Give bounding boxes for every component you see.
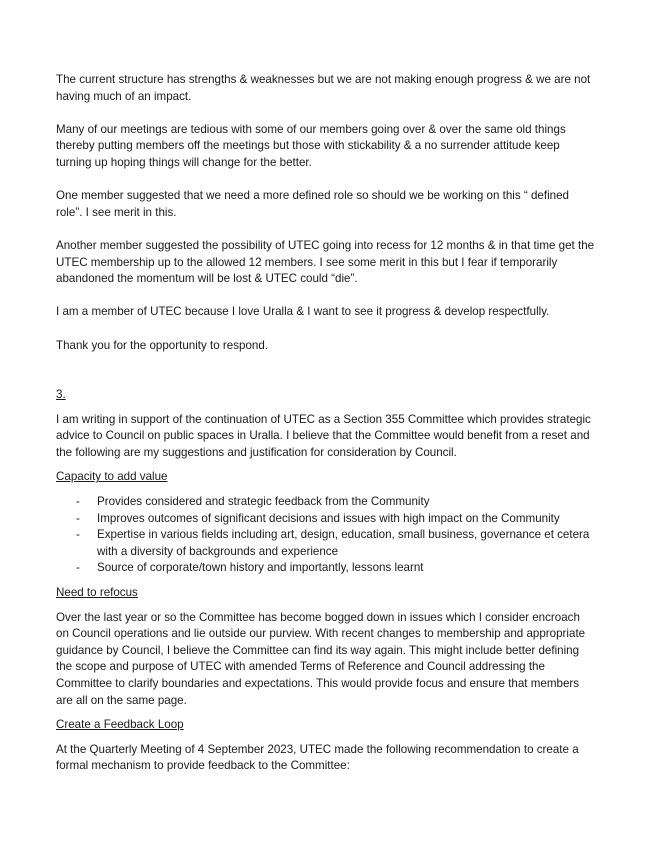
heading-refocus: Need to refocus: [56, 586, 138, 600]
paragraph-thanks: Thank you for the opportunity to respond.: [56, 338, 269, 352]
heading-capacity: Capacity to add value: [56, 470, 168, 484]
paragraph-meetings: Many of our meetings are tedious with some of our members going over & over the same old things thereby putting members off the meetings but those with stickability & a no surrender attitude keep turning up hoping things will change for the better.: [56, 122, 566, 169]
capacity-list: [56, 494, 596, 577]
paragraph-membership: I am a member of UTEC because I love Uralla & I want to see it progress & develop respectfully.: [56, 305, 550, 319]
paragraph-defined-role: One member suggested that we need a more defined role so should we be working on this “ defined role”. I see merit in this.: [56, 189, 570, 219]
list-item: - Expertise in various fields including art, design, education, small business, governance et cetera with a diversity of backgrounds and experience: [56, 527, 596, 560]
paragraph-refocus: Over the last year or so the Committee has become bogged down in issues which I consider encroach on Council operations and lie outside our purview. With recent changes to membership and appropriate guidance by Council, I believe the Committee can find its way again. This might include better defining the scope and purpose of UTEC with amended Terms of Reference and Council addressing the Committee to clarify boundaries and expectations. This would provide focus and ensure that members are all on the same page.: [56, 610, 586, 707]
paragraph-structure: The current structure has strengths & weaknesses but we are not making enough progress & we are not having much of an impact.: [56, 73, 591, 103]
document-page: [56, 72, 596, 775]
heading-feedback: Create a Feedback Loop: [56, 718, 184, 732]
section-number: 3.: [56, 388, 66, 402]
paragraph-feedback: At the Quarterly Meeting of 4 September 2023, UTEC made the following recommendation to create a formal mechanism to provide feedback to the Committee:: [56, 742, 579, 773]
paragraph-intro: I am writing in support of the continuation of UTEC as a Section 355 Committee which provides strategic advice to Council on public spaces in Uralla. I believe that the Committee would benefit from a reset and the following are my suggestions and justification for consideration by Council.: [56, 412, 591, 459]
list-item: - Source of corporate/town history and importantly, lessons learnt: [56, 560, 596, 577]
list-item: - Improves outcomes of significant decisions and issues with high impact on the Community: [56, 511, 596, 528]
paragraph-recess: Another member suggested the possibility of UTEC going into recess for 12 months & in that time get the UTEC membership up to the allowed 12 members. I see some merit in this but I fear if temporarily abandoned the momentum will be lost & UTEC could “die”.: [56, 238, 595, 286]
list-item: - Provides considered and strategic feedback from the Community: [56, 494, 596, 511]
